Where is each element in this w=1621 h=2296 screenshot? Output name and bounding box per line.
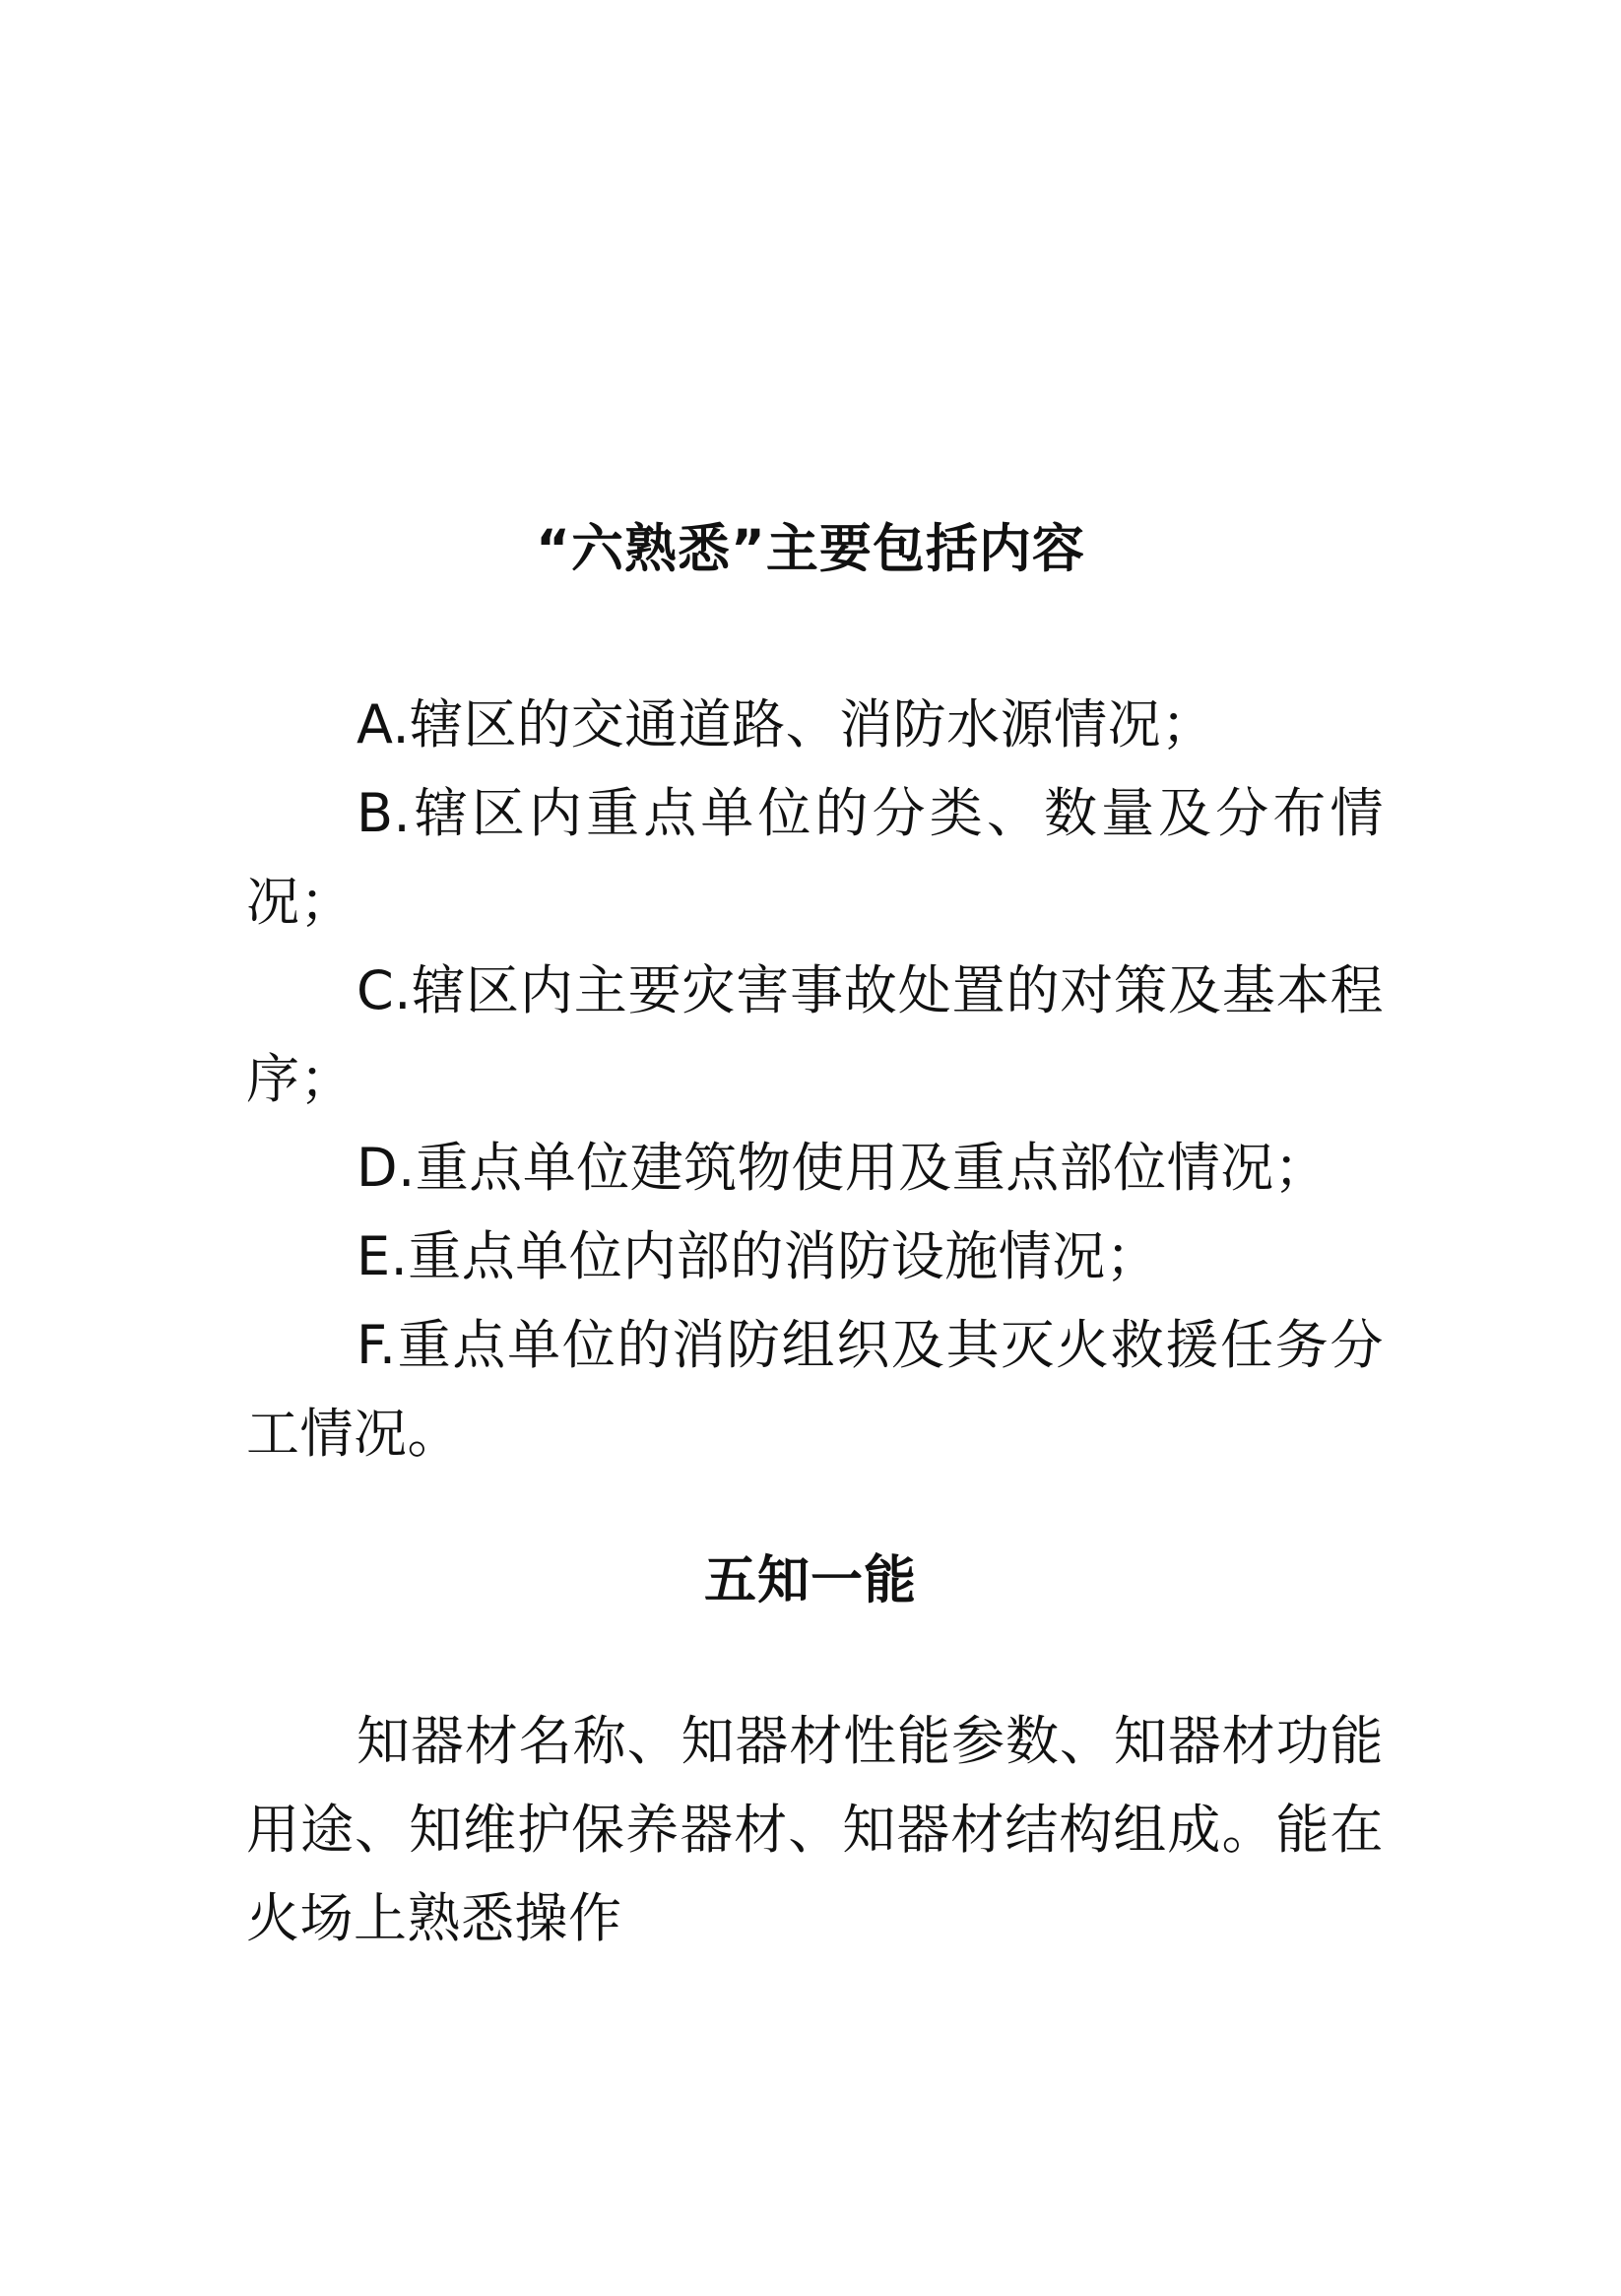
list-item-c: C.辖区内主要灾害事故处置的对策及基本程序； bbox=[246, 959, 1384, 1110]
list-item-e: E.重点单位内部的消防设施情况； bbox=[357, 1225, 1160, 1287]
six-familiarities-list bbox=[246, 681, 1384, 1478]
five-knows-one-can-body bbox=[246, 1697, 1384, 1963]
list-item-d: D.重点单位建筑物使用及重点部位情况； bbox=[357, 1137, 1329, 1199]
section-title-five-knows-one-can: 五知一能 bbox=[704, 1550, 917, 1610]
five-knows-paragraph: 知器材名称、知器材性能参数、知器材功能用途、知维护保养器材、知器材结构组成。能在火场上熟悉操作 bbox=[246, 1710, 1384, 1949]
list-item-a: A.辖区的交通道路、消防水源情况； bbox=[357, 693, 1215, 755]
section-title-six-familiarities: “六熟悉”主要包括内容 bbox=[536, 519, 1085, 579]
list-item-f: F.重点单位的消防组织及其灭火救援任务分工情况。 bbox=[246, 1314, 1384, 1465]
list-item-b: B.辖区内重点单位的分类、数量及分布情况； bbox=[246, 782, 1384, 933]
